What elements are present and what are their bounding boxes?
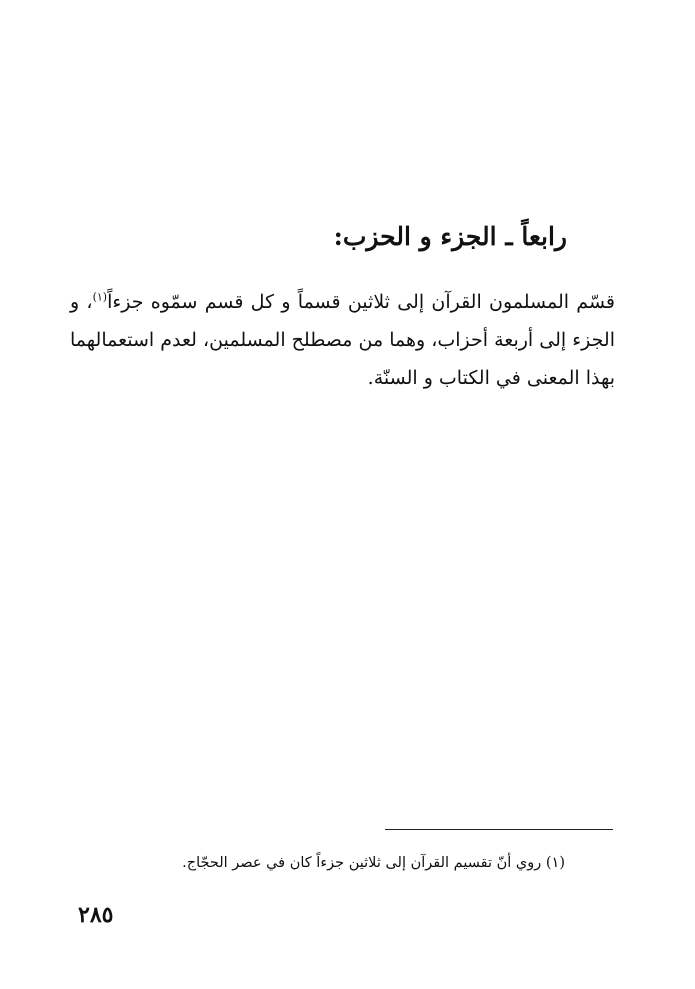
paragraph-text-end: ، و الجزء إلى أربعة أحزاب، وهما من مصطلح المسلمين، لعدم استعمالهما بهذا المعنى في الكتاب و السنّة. (70, 291, 615, 389)
page-number: ٢٨٥ (78, 902, 114, 928)
footnote: (١) روي أنّ تقسيم القرآن إلى ثلاثين جزءاً كان في عصر الحجّاج. (182, 855, 565, 871)
footnote-marker: (١) (92, 290, 108, 304)
section-heading: رابعاً ـ الجزء و الحزب: (333, 222, 567, 251)
paragraph-text-start: قسّم المسلمون القرآن إلى ثلاثين قسماً و كل قسم سمّوه جزءاً (107, 291, 615, 313)
body-paragraph (70, 283, 615, 397)
footnote-separator (385, 829, 613, 830)
